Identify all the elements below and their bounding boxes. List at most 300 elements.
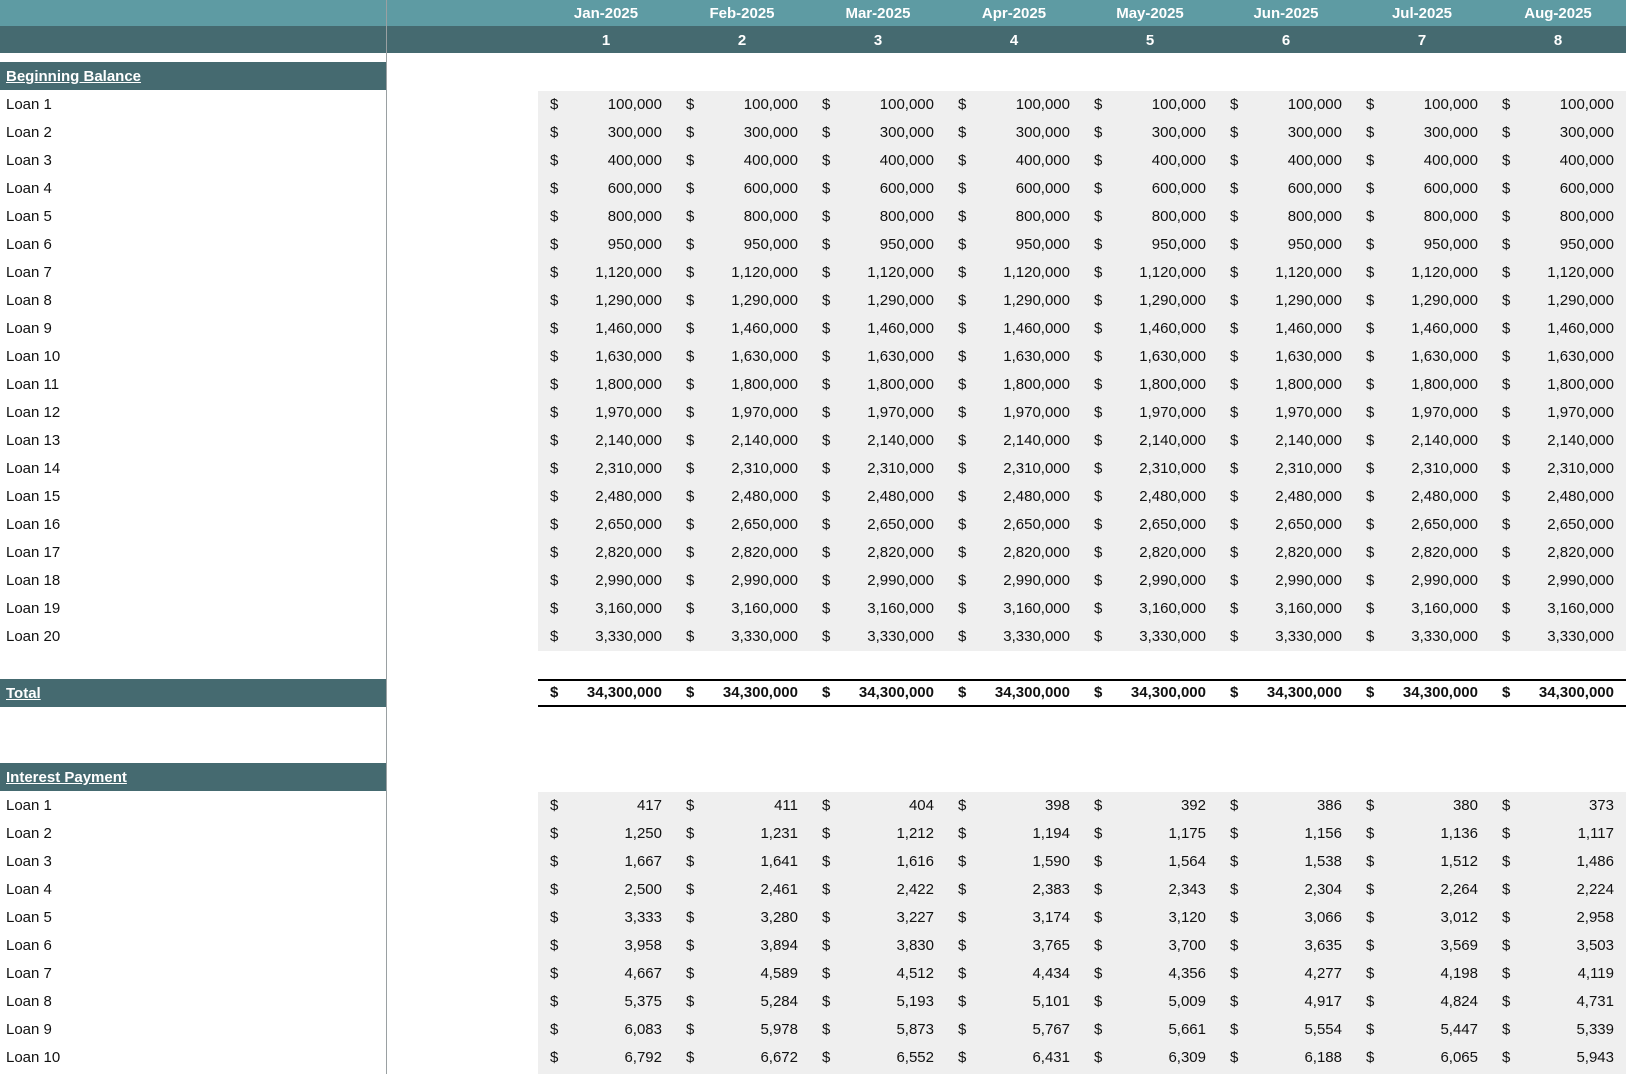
value-cell[interactable] xyxy=(1490,399,1626,427)
row-label[interactable]: Loan 20 xyxy=(6,628,61,645)
value-cell[interactable] xyxy=(1082,315,1218,343)
value-cell[interactable] xyxy=(1490,343,1626,371)
value-cell[interactable] xyxy=(538,595,674,623)
value-cell[interactable] xyxy=(1354,315,1490,343)
value-cell[interactable] xyxy=(674,848,810,876)
value-cell[interactable] xyxy=(1082,876,1218,904)
value-cell[interactable] xyxy=(1354,1016,1490,1044)
value-cell[interactable] xyxy=(1490,988,1626,1016)
value-cell[interactable] xyxy=(1082,932,1218,960)
value-cell[interactable] xyxy=(538,119,674,147)
value-cell[interactable] xyxy=(1082,399,1218,427)
value-cell[interactable] xyxy=(1354,427,1490,455)
value-cell[interactable] xyxy=(810,595,946,623)
value-cell[interactable] xyxy=(1354,91,1490,119)
value-cell[interactable] xyxy=(946,287,1082,315)
value-cell[interactable] xyxy=(538,175,674,203)
value-cell[interactable] xyxy=(674,1044,810,1072)
month-header-cell[interactable]: Jul-2025 xyxy=(1391,5,1453,22)
value-cell[interactable] xyxy=(1218,231,1354,259)
value-cell[interactable] xyxy=(1490,259,1626,287)
value-cell[interactable] xyxy=(810,1016,946,1044)
value-cell[interactable] xyxy=(810,876,946,904)
value-cell[interactable] xyxy=(538,1016,674,1044)
value-cell[interactable] xyxy=(674,595,810,623)
value-cell[interactable] xyxy=(810,455,946,483)
row-label[interactable]: Loan 5 xyxy=(6,909,52,926)
value-cell[interactable] xyxy=(674,371,810,399)
section-label-total[interactable]: Total xyxy=(0,679,386,707)
value-cell[interactable] xyxy=(1218,904,1354,932)
value-cell[interactable] xyxy=(946,259,1082,287)
value-cell[interactable] xyxy=(946,231,1082,259)
value-cell[interactable] xyxy=(1218,1016,1354,1044)
value-cell[interactable] xyxy=(1218,511,1354,539)
value-cell[interactable] xyxy=(674,567,810,595)
value-cell[interactable] xyxy=(1354,203,1490,231)
value-cell[interactable] xyxy=(1354,287,1490,315)
value-cell[interactable] xyxy=(1354,567,1490,595)
row-label[interactable]: Loan 17 xyxy=(6,544,61,561)
value-cell[interactable] xyxy=(946,399,1082,427)
value-cell[interactable] xyxy=(946,820,1082,848)
value-cell[interactable] xyxy=(1218,539,1354,567)
value-cell[interactable] xyxy=(810,371,946,399)
value-cell[interactable] xyxy=(810,679,946,707)
value-cell[interactable] xyxy=(538,988,674,1016)
row-label[interactable]: Loan 5 xyxy=(6,208,52,225)
value-cell[interactable] xyxy=(674,147,810,175)
value-cell[interactable] xyxy=(1218,483,1354,511)
value-cell[interactable] xyxy=(810,175,946,203)
period-header-cell[interactable]: 5 xyxy=(1145,32,1155,49)
value-cell[interactable] xyxy=(810,904,946,932)
period-header-cell[interactable]: 8 xyxy=(1553,32,1563,49)
value-cell[interactable] xyxy=(538,792,674,820)
value-cell[interactable] xyxy=(1490,371,1626,399)
value-cell[interactable] xyxy=(538,848,674,876)
value-cell[interactable] xyxy=(1218,147,1354,175)
value-cell[interactable] xyxy=(674,119,810,147)
value-cell[interactable] xyxy=(810,623,946,651)
value-cell[interactable] xyxy=(810,792,946,820)
value-cell[interactable] xyxy=(1218,623,1354,651)
value-cell[interactable] xyxy=(1490,679,1626,707)
month-header-cell[interactable]: Mar-2025 xyxy=(845,5,911,22)
value-cell[interactable] xyxy=(946,960,1082,988)
value-cell[interactable] xyxy=(674,820,810,848)
value-cell[interactable] xyxy=(538,960,674,988)
period-header-cell[interactable]: 2 xyxy=(737,32,747,49)
value-cell[interactable] xyxy=(946,539,1082,567)
value-cell[interactable] xyxy=(946,876,1082,904)
value-cell[interactable] xyxy=(1218,315,1354,343)
value-cell[interactable] xyxy=(1082,539,1218,567)
value-cell[interactable] xyxy=(1082,567,1218,595)
value-cell[interactable] xyxy=(1490,119,1626,147)
value-cell[interactable] xyxy=(1218,595,1354,623)
value-cell[interactable] xyxy=(1490,91,1626,119)
value-cell[interactable] xyxy=(674,876,810,904)
row-label[interactable]: Loan 15 xyxy=(6,488,61,505)
value-cell[interactable] xyxy=(1490,427,1626,455)
value-cell[interactable] xyxy=(538,932,674,960)
row-label[interactable]: Loan 4 xyxy=(6,180,52,197)
value-cell[interactable] xyxy=(1490,904,1626,932)
value-cell[interactable] xyxy=(946,679,1082,707)
value-cell[interactable] xyxy=(1490,876,1626,904)
value-cell[interactable] xyxy=(1354,175,1490,203)
value-cell[interactable] xyxy=(1354,848,1490,876)
value-cell[interactable] xyxy=(1082,203,1218,231)
row-label[interactable]: Loan 10 xyxy=(6,348,61,365)
value-cell[interactable] xyxy=(1490,567,1626,595)
value-cell[interactable] xyxy=(674,483,810,511)
value-cell[interactable] xyxy=(1082,259,1218,287)
value-cell[interactable] xyxy=(1082,960,1218,988)
row-label[interactable]: Loan 7 xyxy=(6,965,52,982)
value-cell[interactable] xyxy=(1490,960,1626,988)
value-cell[interactable] xyxy=(946,595,1082,623)
value-cell[interactable] xyxy=(1490,792,1626,820)
row-label[interactable]: Loan 4 xyxy=(6,881,52,898)
value-cell[interactable] xyxy=(538,679,674,707)
value-cell[interactable] xyxy=(1082,231,1218,259)
value-cell[interactable] xyxy=(538,427,674,455)
value-cell[interactable] xyxy=(1490,1016,1626,1044)
value-cell[interactable] xyxy=(810,119,946,147)
value-cell[interactable] xyxy=(538,315,674,343)
value-cell[interactable] xyxy=(1354,876,1490,904)
value-cell[interactable] xyxy=(1354,455,1490,483)
cell-value: 1,630,000 xyxy=(731,348,798,365)
value-cell[interactable] xyxy=(1218,455,1354,483)
value-cell[interactable] xyxy=(1082,483,1218,511)
value-cell[interactable] xyxy=(1354,679,1490,707)
value-cell[interactable] xyxy=(1490,315,1626,343)
value-cell[interactable] xyxy=(1082,427,1218,455)
value-cell[interactable] xyxy=(1082,679,1218,707)
row-label[interactable]: Loan 3 xyxy=(6,853,52,870)
value-cell[interactable] xyxy=(1490,623,1626,651)
currency-symbol: $ xyxy=(958,993,967,1010)
value-cell[interactable] xyxy=(946,932,1082,960)
row-label[interactable]: Loan 6 xyxy=(6,937,52,954)
value-cell[interactable] xyxy=(810,820,946,848)
value-cell[interactable] xyxy=(1218,1044,1354,1072)
value-cell[interactable] xyxy=(1218,876,1354,904)
value-cell[interactable] xyxy=(1082,820,1218,848)
value-cell[interactable] xyxy=(538,904,674,932)
month-header-cell[interactable]: Jan-2025 xyxy=(573,5,639,22)
value-cell[interactable] xyxy=(538,539,674,567)
value-cell[interactable] xyxy=(1082,371,1218,399)
value-cell[interactable] xyxy=(538,203,674,231)
value-cell[interactable] xyxy=(1354,119,1490,147)
value-cell[interactable] xyxy=(1082,455,1218,483)
row-label[interactable]: Loan 10 xyxy=(6,1049,61,1066)
value-cell[interactable] xyxy=(1354,343,1490,371)
row-label[interactable]: Loan 9 xyxy=(6,1021,52,1038)
value-cell[interactable] xyxy=(946,119,1082,147)
value-cell[interactable] xyxy=(674,259,810,287)
value-cell[interactable] xyxy=(674,343,810,371)
value-cell[interactable] xyxy=(1082,287,1218,315)
value-cell[interactable] xyxy=(946,427,1082,455)
row-label[interactable]: Loan 6 xyxy=(6,236,52,253)
value-cell[interactable] xyxy=(1490,932,1626,960)
value-cell[interactable] xyxy=(810,427,946,455)
value-cell[interactable] xyxy=(1490,511,1626,539)
value-cell[interactable] xyxy=(674,427,810,455)
value-cell[interactable] xyxy=(1082,904,1218,932)
period-header-cell[interactable]: 1 xyxy=(601,32,611,49)
value-cell[interactable] xyxy=(1354,904,1490,932)
value-cell[interactable] xyxy=(674,455,810,483)
value-cell[interactable] xyxy=(1354,1044,1490,1072)
value-cell[interactable] xyxy=(1490,203,1626,231)
value-cell[interactable] xyxy=(1218,343,1354,371)
value-cell[interactable] xyxy=(1354,623,1490,651)
value-cell[interactable] xyxy=(1218,175,1354,203)
value-cell[interactable] xyxy=(810,203,946,231)
row-label[interactable]: Loan 16 xyxy=(6,516,61,533)
row-label[interactable]: Loan 1 xyxy=(6,96,52,113)
value-cell[interactable] xyxy=(946,988,1082,1016)
value-cell[interactable] xyxy=(1490,231,1626,259)
month-header-cell[interactable]: May-2025 xyxy=(1116,5,1184,22)
value-cell[interactable] xyxy=(674,623,810,651)
value-cell[interactable] xyxy=(1082,1016,1218,1044)
value-cell[interactable] xyxy=(946,623,1082,651)
value-cell[interactable] xyxy=(1082,595,1218,623)
value-cell[interactable] xyxy=(1082,848,1218,876)
value-cell[interactable] xyxy=(538,91,674,119)
row-label[interactable]: Loan 1 xyxy=(6,797,52,814)
value-cell[interactable] xyxy=(946,343,1082,371)
value-cell[interactable] xyxy=(1354,988,1490,1016)
value-cell[interactable] xyxy=(1082,175,1218,203)
value-cell[interactable] xyxy=(1354,792,1490,820)
value-cell[interactable] xyxy=(674,287,810,315)
value-cell[interactable] xyxy=(1490,147,1626,175)
value-cell[interactable] xyxy=(1490,455,1626,483)
value-cell[interactable] xyxy=(1218,91,1354,119)
value-cell[interactable] xyxy=(1354,147,1490,175)
month-header-cell[interactable]: Apr-2025 xyxy=(981,5,1047,22)
value-cell[interactable] xyxy=(810,988,946,1016)
value-cell[interactable] xyxy=(1218,427,1354,455)
value-cell[interactable] xyxy=(810,1044,946,1072)
value-cell[interactable] xyxy=(1082,91,1218,119)
value-cell[interactable] xyxy=(946,1016,1082,1044)
value-cell[interactable] xyxy=(1218,848,1354,876)
value-cell[interactable] xyxy=(1218,820,1354,848)
value-cell[interactable] xyxy=(538,287,674,315)
value-cell[interactable] xyxy=(674,1016,810,1044)
value-cell[interactable] xyxy=(1354,960,1490,988)
value-cell[interactable] xyxy=(1082,343,1218,371)
value-cell[interactable] xyxy=(538,343,674,371)
value-cell[interactable] xyxy=(810,399,946,427)
value-cell[interactable] xyxy=(674,511,810,539)
value-cell[interactable] xyxy=(538,483,674,511)
value-cell[interactable] xyxy=(1218,960,1354,988)
value-cell[interactable] xyxy=(810,483,946,511)
value-cell[interactable] xyxy=(1218,679,1354,707)
value-cell[interactable] xyxy=(1082,1044,1218,1072)
value-cell[interactable] xyxy=(674,679,810,707)
value-cell[interactable] xyxy=(674,175,810,203)
row-label[interactable]: Loan 12 xyxy=(6,404,61,421)
value-cell[interactable] xyxy=(1490,175,1626,203)
row-label[interactable]: Loan 11 xyxy=(6,376,60,393)
value-cell[interactable] xyxy=(946,455,1082,483)
value-cell[interactable] xyxy=(538,567,674,595)
value-cell[interactable] xyxy=(1218,119,1354,147)
row-label[interactable]: Loan 2 xyxy=(6,124,52,141)
value-cell[interactable] xyxy=(538,399,674,427)
value-cell[interactable] xyxy=(674,932,810,960)
row-label[interactable]: Loan 13 xyxy=(6,432,61,449)
value-cell[interactable] xyxy=(1082,623,1218,651)
value-cell[interactable] xyxy=(1218,792,1354,820)
period-header-cell[interactable]: 4 xyxy=(1009,32,1019,49)
value-cell[interactable] xyxy=(810,231,946,259)
value-cell[interactable] xyxy=(810,259,946,287)
period-header-cell[interactable]: 3 xyxy=(873,32,883,49)
value-cell[interactable] xyxy=(1218,203,1354,231)
value-cell[interactable] xyxy=(810,147,946,175)
period-header-cell[interactable]: 7 xyxy=(1417,32,1427,49)
value-cell[interactable] xyxy=(538,147,674,175)
period-header-cell[interactable]: 6 xyxy=(1281,32,1291,49)
value-cell[interactable] xyxy=(674,792,810,820)
row-label[interactable]: Loan 19 xyxy=(6,600,61,617)
value-cell[interactable] xyxy=(1082,147,1218,175)
value-cell[interactable] xyxy=(1354,932,1490,960)
value-cell[interactable] xyxy=(538,876,674,904)
value-cell[interactable] xyxy=(946,371,1082,399)
value-cell[interactable] xyxy=(1082,988,1218,1016)
value-cell[interactable] xyxy=(810,511,946,539)
value-cell[interactable] xyxy=(1082,511,1218,539)
value-cell[interactable] xyxy=(674,315,810,343)
value-cell[interactable] xyxy=(946,147,1082,175)
row-label[interactable]: Loan 14 xyxy=(6,460,61,477)
value-cell[interactable] xyxy=(1354,511,1490,539)
row-label[interactable]: Loan 8 xyxy=(6,292,52,309)
value-cell[interactable] xyxy=(946,792,1082,820)
value-cell[interactable] xyxy=(674,399,810,427)
value-cell[interactable] xyxy=(538,371,674,399)
value-cell[interactable] xyxy=(1490,848,1626,876)
value-cell[interactable] xyxy=(810,567,946,595)
value-cell[interactable] xyxy=(946,483,1082,511)
value-cell[interactable] xyxy=(1354,595,1490,623)
row-label[interactable]: Loan 2 xyxy=(6,825,52,842)
value-cell[interactable] xyxy=(674,988,810,1016)
value-cell[interactable] xyxy=(946,315,1082,343)
value-cell[interactable] xyxy=(946,904,1082,932)
value-cell[interactable] xyxy=(810,315,946,343)
value-cell[interactable] xyxy=(1490,820,1626,848)
value-cell[interactable] xyxy=(1354,820,1490,848)
value-cell[interactable] xyxy=(1218,567,1354,595)
value-cell[interactable] xyxy=(1354,483,1490,511)
month-header-cell[interactable]: Jun-2025 xyxy=(1253,5,1319,22)
value-cell[interactable] xyxy=(1218,399,1354,427)
value-cell[interactable] xyxy=(1218,988,1354,1016)
value-cell[interactable] xyxy=(1354,371,1490,399)
value-cell[interactable] xyxy=(674,231,810,259)
currency-symbol: $ xyxy=(1230,684,1239,701)
value-cell[interactable] xyxy=(1218,371,1354,399)
value-cell[interactable] xyxy=(674,904,810,932)
month-header-cell[interactable]: Aug-2025 xyxy=(1524,5,1592,22)
value-cell[interactable] xyxy=(810,960,946,988)
value-cell[interactable] xyxy=(538,511,674,539)
value-cell[interactable] xyxy=(946,203,1082,231)
value-cell[interactable] xyxy=(810,932,946,960)
value-cell[interactable] xyxy=(1490,287,1626,315)
value-cell[interactable] xyxy=(674,91,810,119)
value-cell[interactable] xyxy=(1490,539,1626,567)
value-cell[interactable] xyxy=(810,848,946,876)
month-header-cell[interactable]: Feb-2025 xyxy=(709,5,775,22)
value-cell[interactable] xyxy=(946,511,1082,539)
row-label[interactable]: Loan 3 xyxy=(6,152,52,169)
value-cell[interactable] xyxy=(1218,259,1354,287)
value-cell[interactable] xyxy=(1490,483,1626,511)
row-label[interactable]: Loan 18 xyxy=(6,572,61,589)
value-cell[interactable] xyxy=(538,455,674,483)
value-cell[interactable] xyxy=(946,175,1082,203)
value-cell[interactable] xyxy=(538,623,674,651)
row-label[interactable]: Loan 7 xyxy=(6,264,52,281)
value-cell[interactable] xyxy=(810,91,946,119)
value-cell[interactable] xyxy=(1354,539,1490,567)
value-cell[interactable] xyxy=(1490,595,1626,623)
section-label-interest-payment[interactable]: Interest Payment xyxy=(0,763,386,791)
value-cell[interactable] xyxy=(1354,259,1490,287)
value-cell[interactable] xyxy=(1082,119,1218,147)
row-label[interactable]: Loan 9 xyxy=(6,320,52,337)
value-cell[interactable] xyxy=(1354,231,1490,259)
value-cell[interactable] xyxy=(674,203,810,231)
value-cell[interactable] xyxy=(538,231,674,259)
value-cell[interactable] xyxy=(946,91,1082,119)
value-cell[interactable] xyxy=(1490,1044,1626,1072)
value-cell[interactable] xyxy=(810,343,946,371)
value-cell[interactable] xyxy=(538,820,674,848)
value-cell[interactable] xyxy=(1218,932,1354,960)
value-cell[interactable] xyxy=(1082,792,1218,820)
value-cell[interactable] xyxy=(810,287,946,315)
value-cell[interactable] xyxy=(538,259,674,287)
value-cell[interactable] xyxy=(538,1044,674,1072)
value-cell[interactable] xyxy=(674,539,810,567)
value-cell[interactable] xyxy=(946,848,1082,876)
value-cell[interactable] xyxy=(1354,399,1490,427)
section-label-beginning-balance[interactable]: Beginning Balance xyxy=(0,62,386,90)
value-cell[interactable] xyxy=(810,539,946,567)
row-label[interactable]: Loan 8 xyxy=(6,993,52,1010)
value-cell[interactable] xyxy=(946,1044,1082,1072)
value-cell[interactable] xyxy=(674,960,810,988)
value-cell[interactable] xyxy=(946,567,1082,595)
value-cell[interactable] xyxy=(1218,287,1354,315)
